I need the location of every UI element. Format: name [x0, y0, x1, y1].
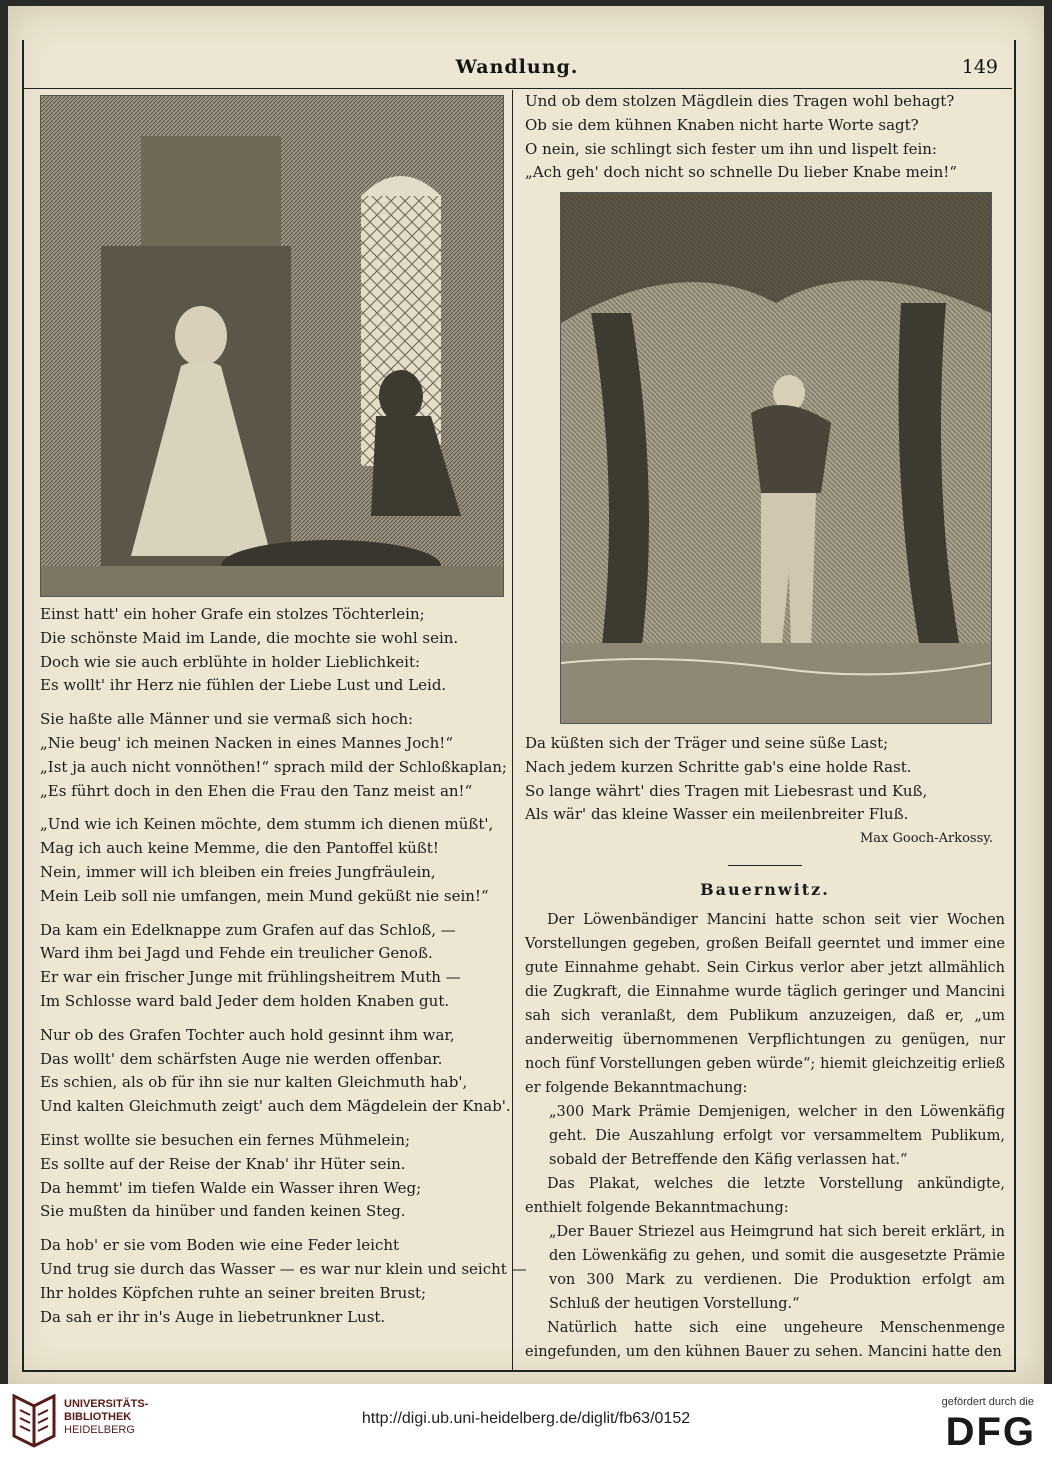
verse-line: Ob sie dem kühnen Knaben nicht harte Worte sagt?: [525, 115, 919, 134]
verse-line: Da küßten sich der Träger und seine süße Last;: [525, 734, 889, 752]
illustration-lady-in-chamber: [40, 95, 504, 597]
verse-line: Als wär' das kleine Wasser ein meilenbreiter Fluß.: [525, 805, 909, 824]
verse-line: Sie mußten da hinüber und fanden keinen Steg.: [40, 1202, 406, 1221]
verse-line: Es schien, als ob für ihn sie nur kalten Gleichmuth hab',: [40, 1073, 468, 1092]
verse-line: So lange währt' dies Tragen mit Liebesrast und Kuß,: [525, 781, 928, 800]
stanza: [40, 708, 508, 803]
verse-line: „Ach geh' doch nicht so schnelle Du lieber Knabe mein!“: [525, 163, 957, 182]
verse-line: „Nie beug' ich meinen Nacken in eines Mannes Joch!“: [40, 733, 453, 752]
verse-line: „Ist ja auch nicht vonnöthen!“ sprach mild der Schloßkaplan;: [40, 757, 507, 776]
prose-body: [525, 908, 1005, 1364]
illustration-forest-crossing: [560, 192, 992, 724]
verse-line: Mag ich auch keine Memme, die den Pantoffel küßt!: [40, 839, 439, 858]
funding-note: gefördert durch die: [941, 1396, 1034, 1408]
verse-line: Es wollt' ihr Herz nie fühlen der Liebe Lust und Leid.: [40, 676, 447, 695]
engraving-chamber: [41, 96, 503, 596]
stanza: [40, 1234, 527, 1329]
library-name-line: UNIVERSITÄTS-: [64, 1398, 149, 1410]
footer-bar: [0, 1384, 1052, 1463]
left-column-text: [40, 603, 527, 1339]
column-divider: [512, 90, 513, 1370]
right-column-top-stanza: [525, 90, 1005, 185]
stanza: [40, 1129, 508, 1224]
verse-line: Er war ein frischer Junge mit frühlingsheitrem Muth —: [40, 968, 461, 987]
running-title: Wandlung.: [455, 56, 579, 78]
verse-line: Das wollt' dem schärfsten Auge nie werden offenbar.: [40, 1049, 443, 1068]
verse-line: Nein, immer will ich bleiben ein freies Jungfräulein,: [40, 862, 436, 881]
dfg-logo: DFG: [945, 1410, 1036, 1454]
permalink-url[interactable]: http://digi.ub.uni-heidelberg.de/diglit/fb63/0152: [361, 1410, 691, 1427]
verse-line: Da sah er ihr in's Auge in liebetrunkner Lust.: [40, 1307, 386, 1326]
verse-line: Einst wollte sie besuchen ein fernes Mühmelein;: [40, 1130, 411, 1149]
verse-line: Sie haßte alle Männer und sie vermaß sich hoch:: [40, 710, 414, 729]
stanza: [40, 603, 508, 698]
quoted-notice: „300 Mark Prämie Demjenigen, welcher in den Löwenkäfig geht. Die Auszahlung erfolgt vor versammeltem Publikum, sobald der Betreffende den Käfig verlassen hat.“: [549, 1103, 1005, 1168]
verse-line: Es sollte auf der Reise der Knab' ihr Hüter sein.: [40, 1154, 406, 1173]
engraving-forest: [561, 193, 991, 723]
verse-line: Nach jedem kurzen Schritte gab's eine holde Rast.: [525, 757, 912, 776]
paragraph: Der Löwenbändiger Mancini hatte schon seit vier Wochen Vorstellungen gegeben, großen Beifall geerntet und immer eine gute Einnahme gehabt. Sein Cirkus verlor aber jetzt allmählich die Zugkraft, die Einnahme wurde täglich geringer und Mancini sah sich veranlaßt, dem Publikum anzuzeigen, daß er, „um anderweitig übernommenen Verpflichtungen zu genügen, nur noch fünf Vorstellungen geben würde“; hiemit gleichzeitig erließ er folgende Bekanntmachung:: [525, 911, 1005, 1096]
paragraph: Natürlich hatte sich eine ungeheure Menschenmenge eingefunden, um den kühnen Bauer zu sehen. Mancini hatte den: [525, 1319, 1005, 1360]
verse-line: Doch wie sie auch erblühte in holder Lieblichkeit:: [40, 652, 421, 671]
verse-line: Einst hatt' ein hoher Grafe ein stolzes Töchterlein;: [40, 605, 425, 623]
verse-line: Nur ob des Grafen Tochter auch hold gesinnt ihm war,: [40, 1025, 455, 1044]
library-name-line: BIBLIOTHEK: [64, 1411, 132, 1423]
stanza: [40, 1024, 511, 1119]
author-signature: Max Gooch-Arkossy.: [859, 831, 993, 847]
stanza: [40, 813, 508, 908]
right-column-lower-text: [525, 732, 1005, 1364]
verse-line: Da kam ein Edelknappe zum Grafen auf das Schloß, —: [40, 920, 456, 939]
page-number: 149: [961, 56, 998, 78]
section-title: Bauernwitz.: [700, 879, 830, 899]
paragraph: Das Plakat, welches die letzte Vorstellung ankündigte, enthielt folgende Bekanntmachung:: [525, 1175, 1005, 1216]
verse-line: Ward ihm bei Jagd und Fehde ein treulicher Genoß.: [40, 944, 433, 963]
verse-line: Im Schlosse ward bald Jeder dem holden Knaben gut.: [40, 991, 450, 1010]
verse-line: Und kalten Gleichmuth zeigt' auch dem Mägdelein der Knab'.: [40, 1097, 511, 1116]
section-separator: [728, 865, 802, 866]
verse-line: „Und wie ich Keinen möchte, dem stumm ich dienen müßt',: [40, 815, 494, 834]
verse-line: Die schönste Maid im Lande, die mochte sie wohl sein.: [40, 628, 459, 647]
stanza: [40, 919, 508, 1014]
page-header: [22, 48, 1012, 89]
verse-line: „Es führt doch in den Ehen die Frau den Tanz meist an!“: [40, 781, 473, 800]
verse-line: O nein, sie schlingt sich fester um ihn und lispelt fein:: [525, 139, 937, 158]
quoted-notice: „Der Bauer Striezel aus Heimgrund hat sich bereit erklärt, in den Löwenkäfig zu gehen, und somit die ausgesetzte Prämie von 300 Mark zu verdienen. Die Produktion erfolgt am Schluß der heutigen Vorstellung.“: [549, 1223, 1005, 1312]
verse-line: Da hemmt' im tiefen Walde ein Wasser ihren Weg;: [40, 1178, 422, 1197]
verse-line: Und trug sie durch das Wasser — es war nur klein und seicht —: [40, 1259, 527, 1278]
library-name-line: HEIDELBERG: [64, 1424, 135, 1436]
verse-line: Mein Leib soll nie umfangen, mein Mund geküßt nie sein!“: [40, 886, 489, 905]
verse-line: Da hob' er sie vom Boden wie eine Feder leicht: [40, 1236, 400, 1255]
verse-line: Und ob dem stolzen Mägdlein dies Tragen wohl behagt?: [525, 92, 955, 110]
verse-line: Ihr holdes Köpfchen ruhte an seiner breiten Brust;: [40, 1283, 427, 1302]
